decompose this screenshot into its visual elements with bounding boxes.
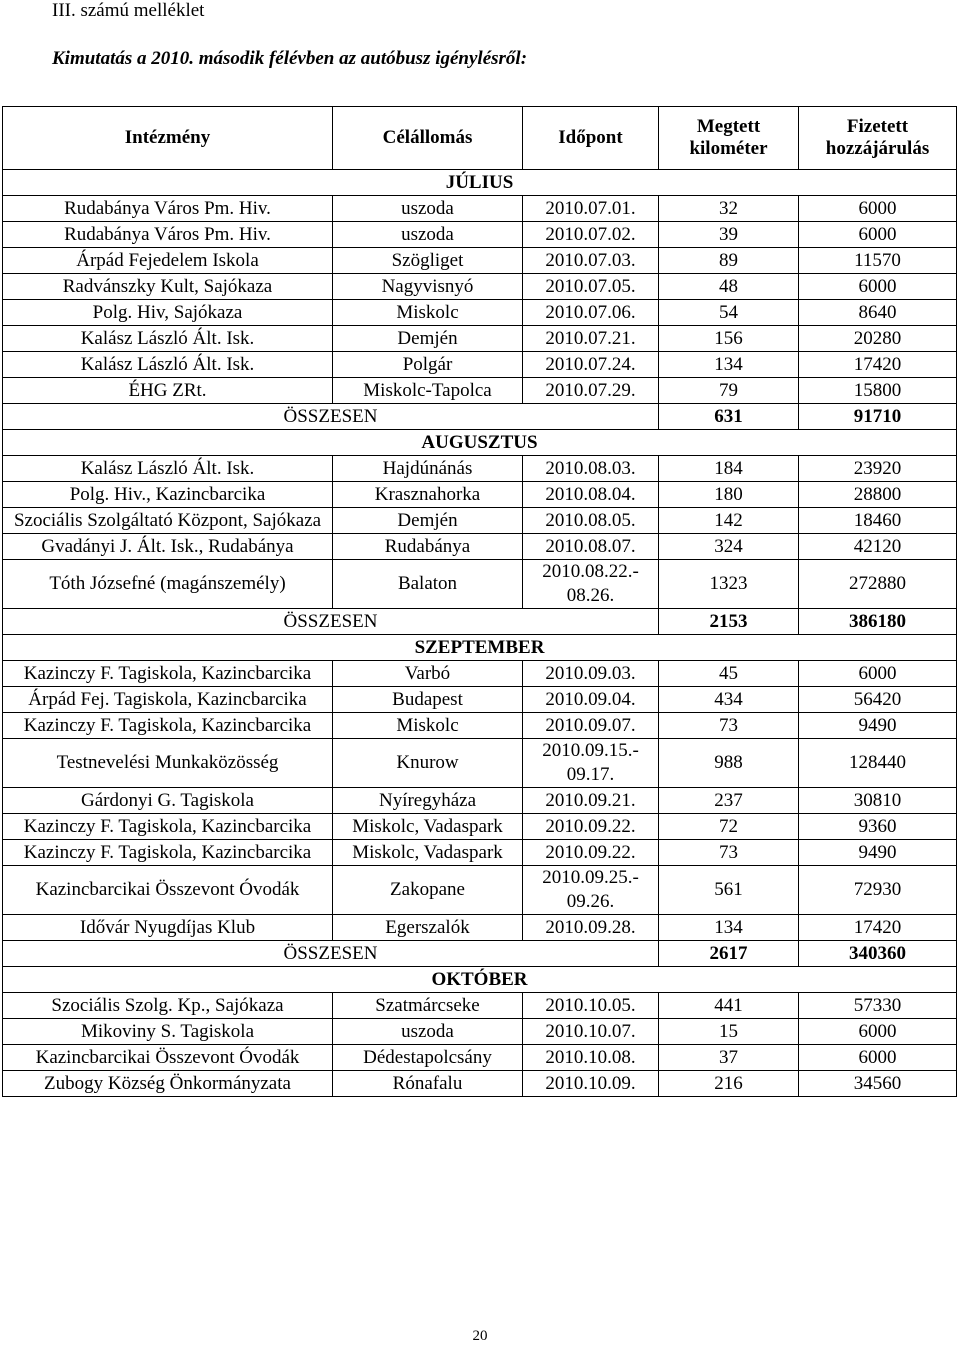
cell-date: 2010.07.05. (523, 274, 659, 300)
table-row (3, 814, 957, 840)
table-row (3, 222, 957, 248)
cell-destination: Miskolc (333, 713, 523, 739)
cell-km: 73 (659, 840, 799, 866)
cell-km: 324 (659, 534, 799, 560)
cell-institution: Kazincbarcikai Összevont Óvodák (3, 866, 333, 915)
table-row (3, 560, 957, 609)
cell-institution: Mikoviny S. Tagiskola (3, 1019, 333, 1045)
cell-km: 37 (659, 1045, 799, 1071)
total-row (3, 404, 957, 430)
month-row (3, 967, 957, 993)
cell-institution: Polg. Hiv., Kazincbarcika (3, 482, 333, 508)
table-row (3, 534, 957, 560)
cell-km: 1323 (659, 560, 799, 609)
cell-fee: 6000 (799, 661, 957, 687)
cell-institution: Árpád Fejedelem Iskola (3, 248, 333, 274)
cell-fee: 128440 (799, 739, 957, 788)
month-heading: OKTÓBER (3, 967, 957, 993)
cell-km: 216 (659, 1071, 799, 1097)
table-row (3, 300, 957, 326)
cell-destination: Budapest (333, 687, 523, 713)
month-heading: JÚLIUS (3, 170, 957, 196)
cell-institution: Testnevelési Munkaközösség (3, 739, 333, 788)
total-fee: 386180 (799, 609, 957, 635)
cell-km: 441 (659, 993, 799, 1019)
cell-institution: Kalász László Ált. Isk. (3, 326, 333, 352)
cell-fee: 57330 (799, 993, 957, 1019)
cell-fee: 28800 (799, 482, 957, 508)
cell-institution: Kazinczy F. Tagiskola, Kazincbarcika (3, 814, 333, 840)
cell-date: 2010.07.01. (523, 196, 659, 222)
cell-fee: 30810 (799, 788, 957, 814)
cell-fee: 9490 (799, 840, 957, 866)
cell-institution: Kalász László Ált. Isk. (3, 352, 333, 378)
table-row (3, 1019, 957, 1045)
cell-institution: Rudabánya Város Pm. Hiv. (3, 222, 333, 248)
table-row (3, 713, 957, 739)
cell-date: 2010.08.03. (523, 456, 659, 482)
cell-fee: 20280 (799, 326, 957, 352)
cell-destination: Miskolc, Vadaspark (333, 840, 523, 866)
column-header-fee: Fizetett hozzájárulás (799, 107, 957, 170)
cell-institution: Kazinczy F. Tagiskola, Kazincbarcika (3, 840, 333, 866)
cell-institution: Gárdonyi G. Tagiskola (3, 788, 333, 814)
page-number: 20 (472, 1328, 488, 1344)
table-row (3, 1071, 957, 1097)
cell-institution: Idővár Nyugdíjas Klub (3, 915, 333, 941)
cell-km: 180 (659, 482, 799, 508)
table-row (3, 687, 957, 713)
table-row (3, 326, 957, 352)
cell-date: 2010.08.22.- 08.26. (523, 560, 659, 609)
total-fee: 91710 (799, 404, 957, 430)
total-fee: 340360 (799, 941, 957, 967)
table-row (3, 482, 957, 508)
cell-destination: Miskolc-Tapolca (333, 378, 523, 404)
report-subtitle: Kimutatás a 2010. második félévben az autóbusz igénylésről: (52, 48, 528, 69)
cell-date: 2010.07.29. (523, 378, 659, 404)
total-km: 2617 (659, 941, 799, 967)
cell-destination: Knurow (333, 739, 523, 788)
cell-date: 2010.09.03. (523, 661, 659, 687)
cell-km: 134 (659, 915, 799, 941)
table-row (3, 866, 957, 915)
cell-institution: Szociális Szolg. Kp., Sajókaza (3, 993, 333, 1019)
cell-date: 2010.09.04. (523, 687, 659, 713)
cell-destination: Szögliget (333, 248, 523, 274)
cell-date: 2010.07.21. (523, 326, 659, 352)
table-row (3, 508, 957, 534)
total-label: ÖSSZESEN (3, 404, 659, 430)
cell-fee: 9360 (799, 814, 957, 840)
cell-destination: Rónafalu (333, 1071, 523, 1097)
column-header-km: Megtett kilométer (659, 107, 799, 170)
appendix-label: III. számú melléklet (52, 0, 205, 21)
cell-destination: Rudabánya (333, 534, 523, 560)
cell-date: 2010.09.15.- 09.17. (523, 739, 659, 788)
table-row (3, 352, 957, 378)
column-header-destination: Célállomás (333, 107, 523, 170)
total-km: 631 (659, 404, 799, 430)
cell-destination: uszoda (333, 222, 523, 248)
cell-fee: 6000 (799, 196, 957, 222)
table-row (3, 248, 957, 274)
cell-destination: uszoda (333, 1019, 523, 1045)
cell-destination: Hajdúnánás (333, 456, 523, 482)
cell-km: 15 (659, 1019, 799, 1045)
total-row (3, 941, 957, 967)
month-heading: SZEPTEMBER (3, 635, 957, 661)
month-heading: AUGUSZTUS (3, 430, 957, 456)
cell-km: 156 (659, 326, 799, 352)
cell-date: 2010.08.04. (523, 482, 659, 508)
total-label: ÖSSZESEN (3, 941, 659, 967)
cell-date: 2010.09.22. (523, 814, 659, 840)
cell-destination: Polgár (333, 352, 523, 378)
cell-km: 54 (659, 300, 799, 326)
cell-fee: 6000 (799, 274, 957, 300)
cell-destination: Nagyvisnyó (333, 274, 523, 300)
cell-km: 48 (659, 274, 799, 300)
cell-fee: 9490 (799, 713, 957, 739)
cell-fee: 15800 (799, 378, 957, 404)
cell-fee: 11570 (799, 248, 957, 274)
month-row (3, 635, 957, 661)
cell-institution: Zubogy Község Önkormányzata (3, 1071, 333, 1097)
cell-fee: 6000 (799, 222, 957, 248)
cell-destination: Varbó (333, 661, 523, 687)
cell-fee: 17420 (799, 352, 957, 378)
cell-date: 2010.09.25.- 09.26. (523, 866, 659, 915)
cell-date: 2010.07.02. (523, 222, 659, 248)
table-row (3, 840, 957, 866)
cell-date: 2010.10.07. (523, 1019, 659, 1045)
cell-fee: 23920 (799, 456, 957, 482)
cell-km: 32 (659, 196, 799, 222)
cell-destination: Miskolc, Vadaspark (333, 814, 523, 840)
cell-km: 73 (659, 713, 799, 739)
cell-destination: Demjén (333, 508, 523, 534)
cell-destination: Szatmárcseke (333, 993, 523, 1019)
table-row (3, 661, 957, 687)
cell-institution: Gvadányi J. Ált. Isk., Rudabánya (3, 534, 333, 560)
cell-institution: Radvánszky Kult, Sajókaza (3, 274, 333, 300)
table-row (3, 739, 957, 788)
month-row (3, 170, 957, 196)
table-body (3, 170, 957, 1097)
cell-date: 2010.09.28. (523, 915, 659, 941)
cell-institution: ÉHG ZRt. (3, 378, 333, 404)
column-header-institution: Intézmény (3, 107, 333, 170)
cell-fee: 34560 (799, 1071, 957, 1097)
month-row (3, 430, 957, 456)
cell-institution: Polg. Hiv, Sajókaza (3, 300, 333, 326)
cell-institution: Szociális Szolgáltató Központ, Sajókaza (3, 508, 333, 534)
cell-km: 434 (659, 687, 799, 713)
table-row (3, 196, 957, 222)
cell-km: 988 (659, 739, 799, 788)
cell-fee: 56420 (799, 687, 957, 713)
cell-institution: Tóth Józsefné (magánszemély) (3, 560, 333, 609)
cell-date: 2010.07.03. (523, 248, 659, 274)
cell-date: 2010.08.07. (523, 534, 659, 560)
cell-institution: Rudabánya Város Pm. Hiv. (3, 196, 333, 222)
table-row (3, 456, 957, 482)
cell-date: 2010.10.08. (523, 1045, 659, 1071)
cell-km: 142 (659, 508, 799, 534)
cell-km: 237 (659, 788, 799, 814)
cell-km: 72 (659, 814, 799, 840)
cell-destination: Zakopane (333, 866, 523, 915)
cell-date: 2010.08.05. (523, 508, 659, 534)
cell-fee: 6000 (799, 1045, 957, 1071)
cell-destination: Dédestapolcsány (333, 1045, 523, 1071)
cell-date: 2010.07.06. (523, 300, 659, 326)
cell-km: 184 (659, 456, 799, 482)
cell-fee: 272880 (799, 560, 957, 609)
total-label: ÖSSZESEN (3, 609, 659, 635)
cell-date: 2010.10.09. (523, 1071, 659, 1097)
cell-km: 39 (659, 222, 799, 248)
table-row (3, 915, 957, 941)
cell-fee: 72930 (799, 866, 957, 915)
cell-fee: 6000 (799, 1019, 957, 1045)
table-row (3, 993, 957, 1019)
table-row (3, 1045, 957, 1071)
table-row (3, 788, 957, 814)
cell-fee: 8640 (799, 300, 957, 326)
cell-destination: uszoda (333, 196, 523, 222)
table-row (3, 274, 957, 300)
cell-destination: Krasznahorka (333, 482, 523, 508)
cell-fee: 18460 (799, 508, 957, 534)
cell-date: 2010.09.22. (523, 840, 659, 866)
cell-km: 45 (659, 661, 799, 687)
cell-date: 2010.09.07. (523, 713, 659, 739)
bus-usage-table (2, 106, 957, 1097)
cell-destination: Nyíregyháza (333, 788, 523, 814)
cell-km: 561 (659, 866, 799, 915)
cell-destination: Egerszalók (333, 915, 523, 941)
cell-destination: Demjén (333, 326, 523, 352)
table-row (3, 378, 957, 404)
total-km: 2153 (659, 609, 799, 635)
cell-date: 2010.07.24. (523, 352, 659, 378)
cell-destination: Miskolc (333, 300, 523, 326)
cell-date: 2010.09.21. (523, 788, 659, 814)
cell-destination: Balaton (333, 560, 523, 609)
cell-fee: 17420 (799, 915, 957, 941)
cell-institution: Kazinczy F. Tagiskola, Kazincbarcika (3, 661, 333, 687)
cell-fee: 42120 (799, 534, 957, 560)
cell-km: 89 (659, 248, 799, 274)
cell-km: 79 (659, 378, 799, 404)
table-header-row (3, 107, 957, 170)
cell-institution: Kalász László Ált. Isk. (3, 456, 333, 482)
cell-institution: Kazinczy F. Tagiskola, Kazincbarcika (3, 713, 333, 739)
total-row (3, 609, 957, 635)
cell-institution: Árpád Fej. Tagiskola, Kazincbarcika (3, 687, 333, 713)
cell-km: 134 (659, 352, 799, 378)
cell-date: 2010.10.05. (523, 993, 659, 1019)
column-header-date: Időpont (523, 107, 659, 170)
cell-institution: Kazincbarcikai Összevont Óvodák (3, 1045, 333, 1071)
